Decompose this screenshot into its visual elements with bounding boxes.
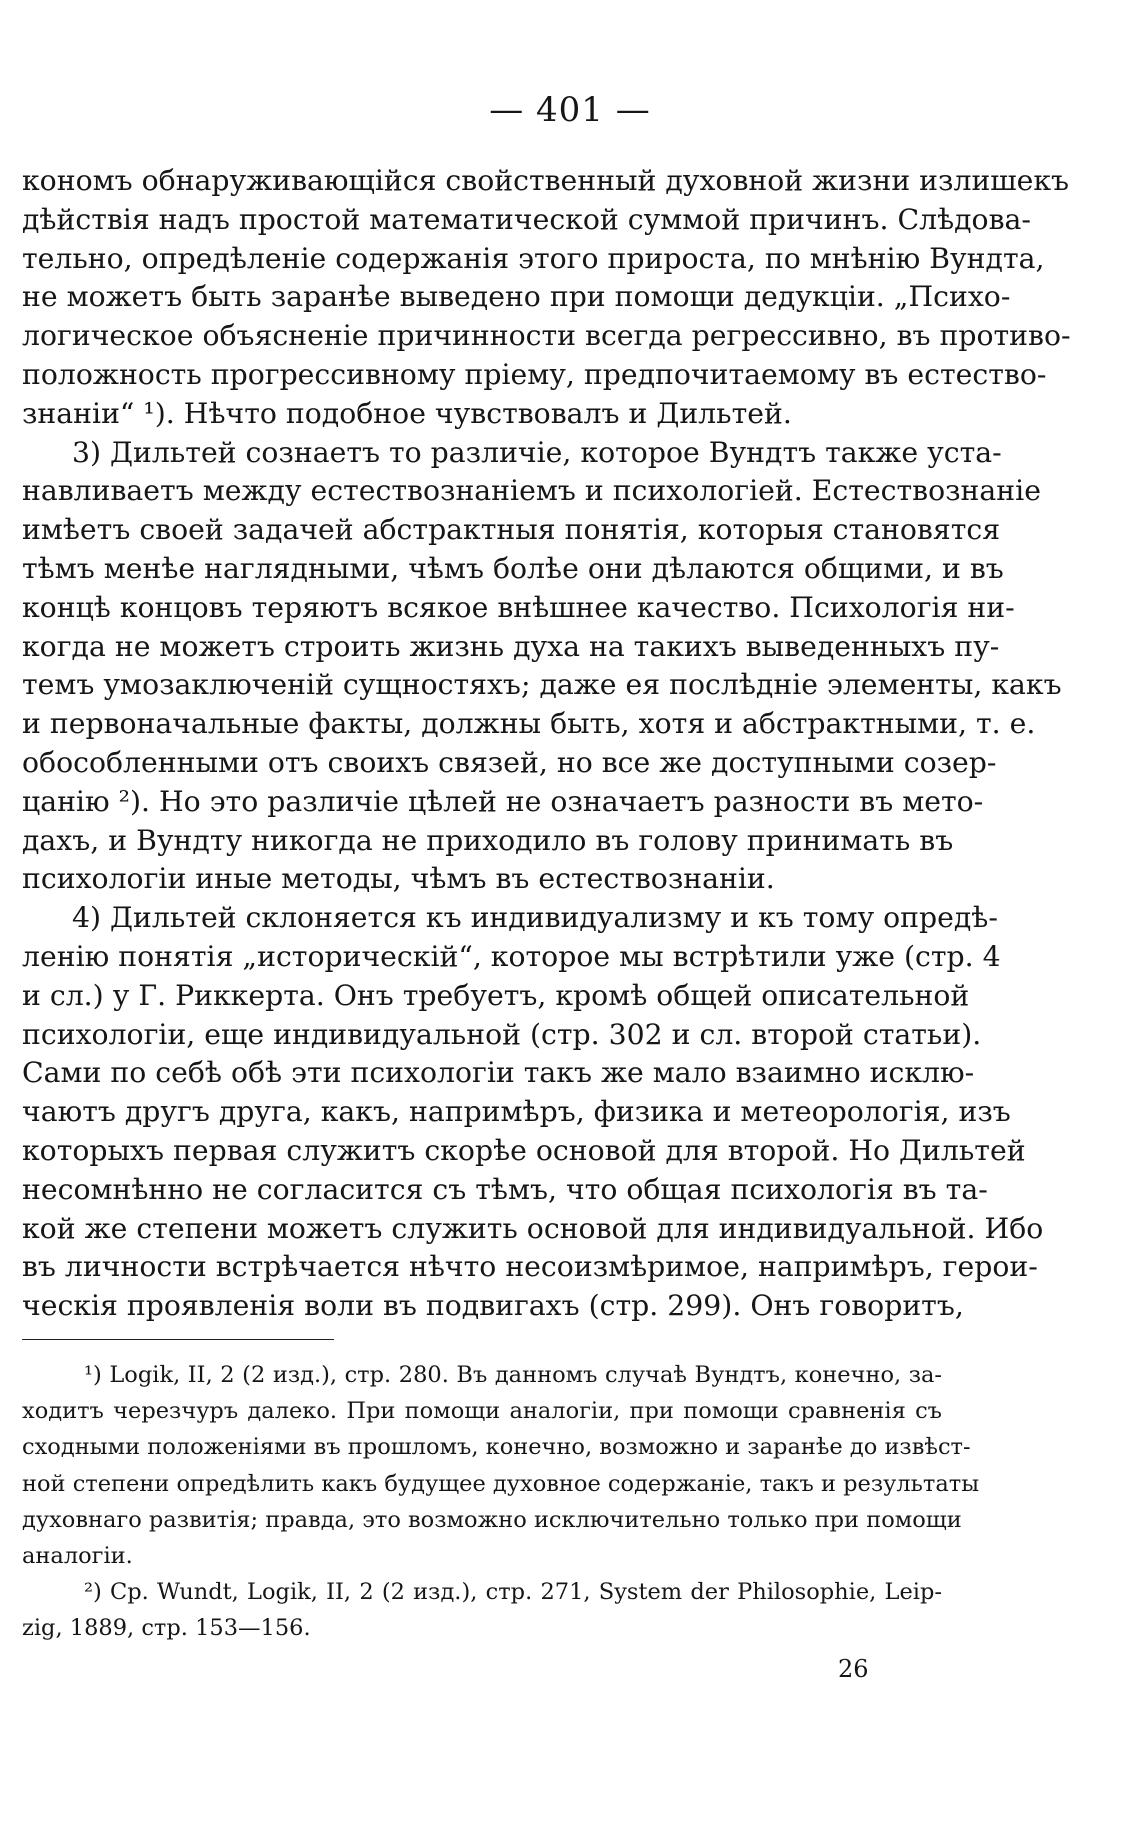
text-line: когда не можетъ строить жизнь духа на такихъ выведенныхъ пу- xyxy=(22,629,1000,663)
footnote-line: духовнаго развитія; правда, это возможно исключительно только при помощи xyxy=(22,1506,962,1533)
text-line: не можетъ быть заранѣе выведено при помощи дедукціи. „Психо- xyxy=(22,280,1011,314)
footnote-line: ¹) Logik, II, 2 (2 изд.), стр. 280. Въ данномъ случаѣ Вундтъ, конечно, за- xyxy=(84,1362,942,1388)
text-line: тельно, опредѣленіе содержанія этого прироста, по мнѣнію Вундта, xyxy=(22,241,1045,275)
text-line: ленію понятія „историческій“, которое мы встрѣтили уже (стр. 4 xyxy=(22,939,1001,973)
text-line: и сл.) у Г. Риккерта. Онъ требуетъ, кромѣ общей описательной xyxy=(22,978,970,1012)
text-line: логическое объясненіе причинности всегда регрессивно, въ противо- xyxy=(22,319,1071,353)
page-number-header: — 401 — xyxy=(489,90,651,130)
text-line: кой же степени можетъ служить основой для индивидуальной. Ибо xyxy=(22,1211,1044,1245)
text-line: навливаетъ между естествознаніемъ и психологіей. Естествознаніе xyxy=(22,474,1041,508)
text-line: въ личности встрѣчается нѣчто несоизмѣримое, напримѣръ, герои- xyxy=(22,1250,1038,1284)
signature-mark: 26 xyxy=(838,1655,869,1683)
text-line: и первоначальные факты, должны быть, хотя и абстрактными, т. е. xyxy=(22,707,1036,741)
text-line: дахъ, и Вундту никогда не приходило въ голову принимать въ xyxy=(22,823,954,857)
text-line: ческія проявленія воли въ подвигахъ (стр. 299). Онъ говоритъ, xyxy=(22,1289,964,1323)
main-text xyxy=(22,162,1071,1326)
footnote-line: сходными положеніями въ прошломъ, конечно, возможно и заранѣе до извѣст- xyxy=(22,1434,971,1461)
footnote-line: ной степени опредѣлить какъ будущее духовное содержаніе, такъ и результаты xyxy=(22,1470,980,1497)
text-line: несомнѣнно не согласится съ тѣмъ, что общая психологія въ та- xyxy=(22,1172,988,1206)
footnote-line: ходитъ черезчуръ далеко. При помощи аналогіи, при помощи сравненія съ xyxy=(22,1398,942,1425)
footnote-line: ²) Ср. Wundt, Logik, II, 2 (2 изд.), стр. 271, System der Philosophie, Leip- xyxy=(84,1579,942,1606)
footnote-line: аналогіи. xyxy=(22,1543,133,1570)
text-line: имѣетъ своей задачей абстрактныя понятія, которыя становятся xyxy=(22,513,1001,547)
text-line: чаютъ другъ друга, какъ, напримѣръ, физика и метеорологія, изъ xyxy=(22,1095,1011,1129)
text-line: знаніи“ ¹). Нѣчто подобное чувствовалъ и Дильтей. xyxy=(22,396,792,430)
footnote-line: zig, 1889, стр. 153—156. xyxy=(22,1615,311,1642)
text-line: концѣ концовъ теряютъ всякое внѣшнее качество. Психологія ни- xyxy=(22,590,1015,624)
text-line: кономъ обнаруживающійся свойственный духовной жизни излишекъ xyxy=(22,164,1070,197)
text-line: Сами по себѣ обѣ эти психологіи такъ же мало взаимно исклю- xyxy=(22,1056,975,1090)
text-line: психологіи, еще индивидуальной (стр. 302 и сл. второй статьи). xyxy=(22,1017,982,1051)
footnote-divider xyxy=(22,1339,334,1340)
text-line: которыхъ первая служитъ скорѣе основой для второй. Но Дильтей xyxy=(22,1133,1026,1167)
footnotes xyxy=(22,1357,980,1647)
text-line: дѣйствія надъ простой математической суммой причинъ. Слѣдова- xyxy=(22,202,1031,236)
text-line: 3) Дильтей сознаетъ то различіе, которое Вундтъ также уста- xyxy=(72,435,1002,469)
text-line: темъ умозаключеній сущностяхъ; даже ея послѣдніе элементы, какъ xyxy=(22,668,1062,702)
text-line: 4) Дильтей склоняется къ индивидуализму и къ тому опредѣ- xyxy=(72,901,998,935)
text-line: цанію ²). Но это различіе цѣлей не означаетъ разности въ мето- xyxy=(22,784,984,818)
text-line: положность прогрессивному пріему, предпочитаемому въ естество- xyxy=(22,357,1047,391)
text-line: обособленными отъ своихъ связей, но все же доступными созер- xyxy=(22,745,997,779)
text-line: психологіи иные методы, чѣмъ въ естествознаніи. xyxy=(22,862,775,896)
text-line: тѣмъ менѣе наглядными, чѣмъ болѣе они дѣлаются общими, и въ xyxy=(22,551,1004,585)
